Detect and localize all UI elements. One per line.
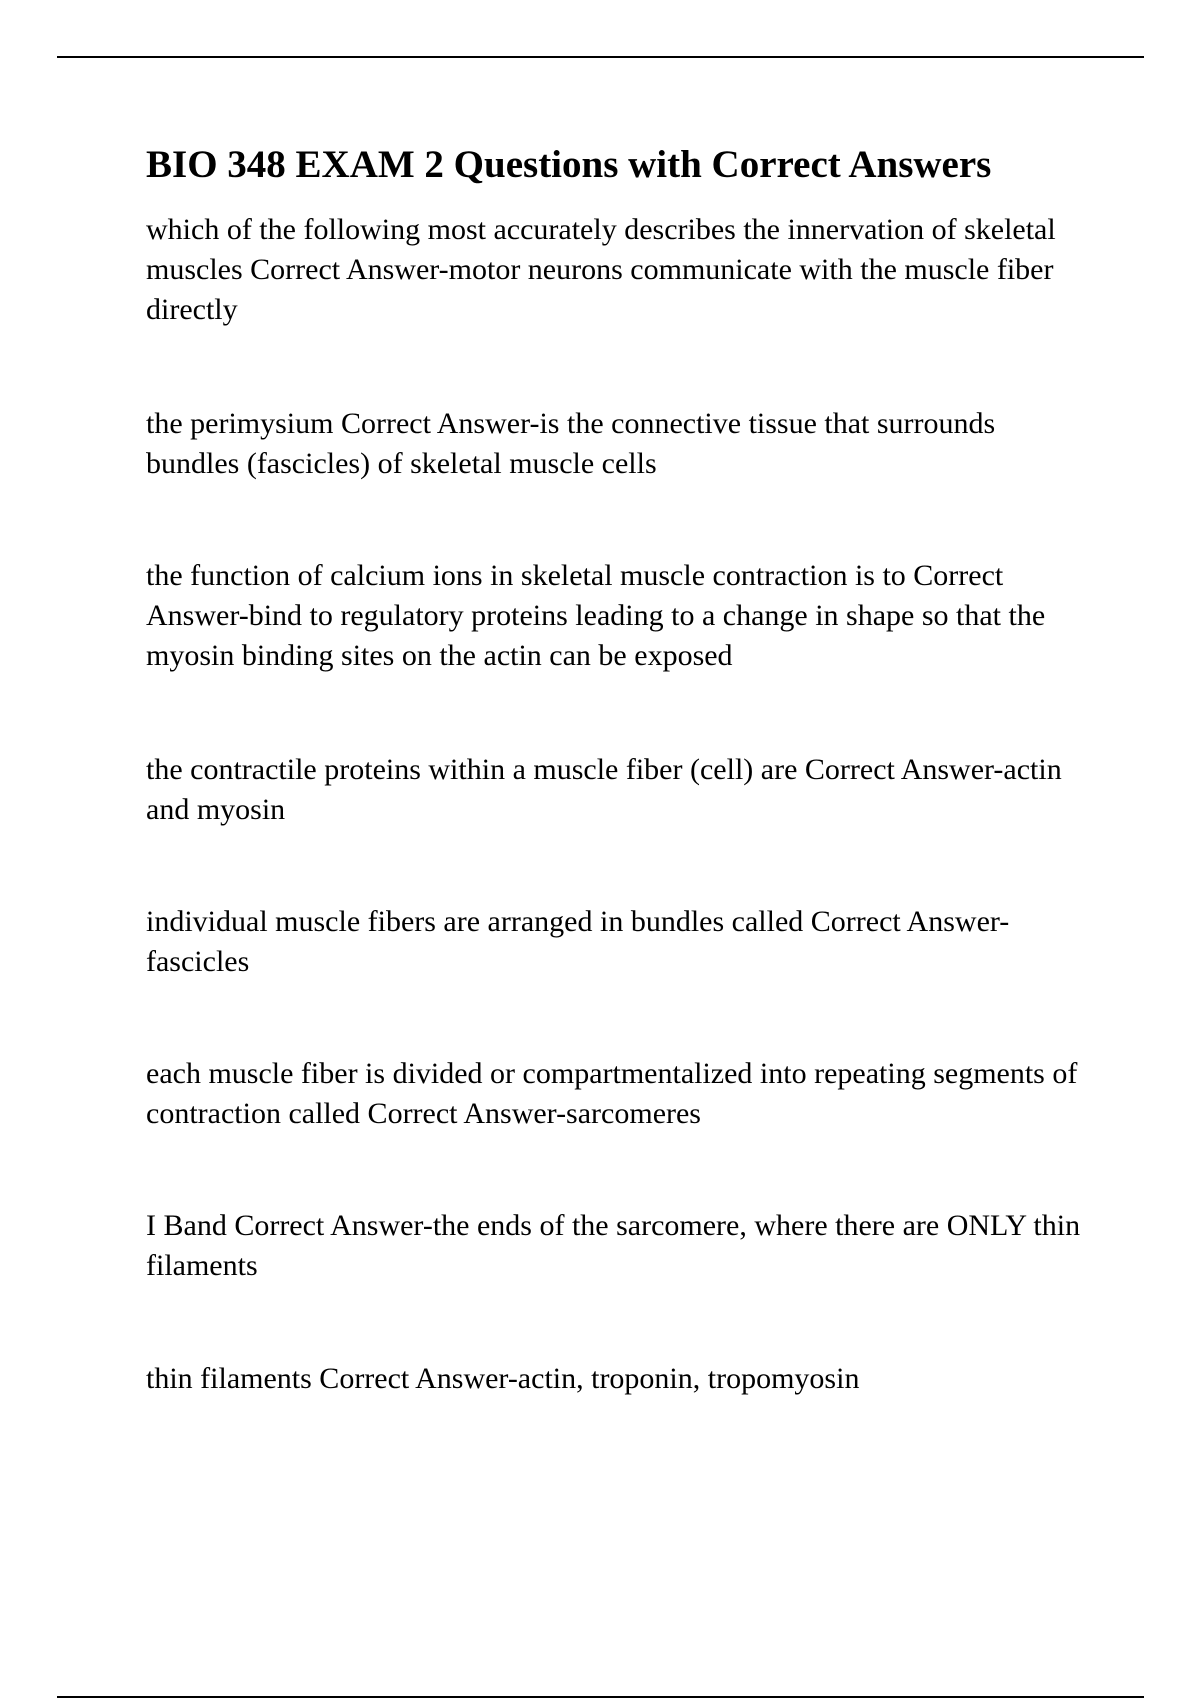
question-answer-6: each muscle fiber is divided or compartmentalized into repeating segments of contraction called Correct Answer-sarcomeres [146,1057,1078,1130]
question-answer-7: I Band Correct Answer-the ends of the sarcomere, where there are ONLY thin filaments [146,1209,1081,1282]
question-answer-3: the function of calcium ions in skeletal muscle contraction is to Correct Answer-bind to regulatory proteins leading to a change in shape so that the myosin binding sites on the actin can be exposed [146,559,1046,672]
header-rule [57,56,1144,58]
footer-rule [57,1696,1144,1698]
question-answer-8: thin filaments Correct Answer-actin, troponin, tropomyosin [146,1362,860,1395]
question-answer-5: individual muscle fibers are arranged in bundles called Correct Answer-fascicles [146,905,1010,978]
question-answer-4: the contractile proteins within a muscle fiber (cell) are Correct Answer-actin and myosin [146,753,1062,826]
question-answer-1: which of the following most accurately describes the innervation of skeletal muscles Correct Answer-motor neurons communicate with the muscle fiber directly [146,213,1056,326]
question-answer-2: the perimysium Correct Answer-is the connective tissue that surrounds bundles (fascicles) of skeletal muscle cells [146,407,996,480]
document-title: BIO 348 EXAM 2 Questions with Correct Answers [146,143,992,186]
